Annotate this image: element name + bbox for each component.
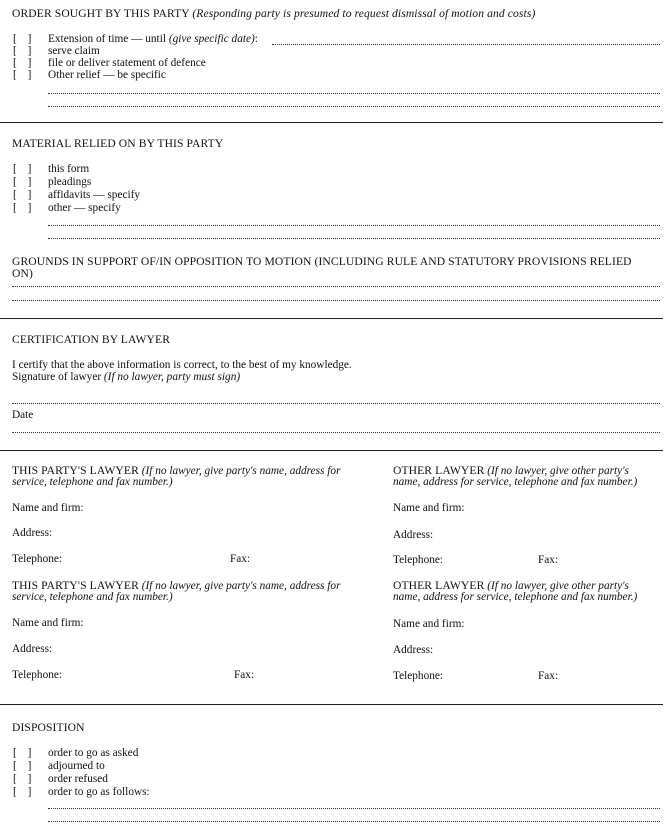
other-lawyer-note-2: name, address for service, telephone and fax number.): [393, 476, 638, 488]
disposition-line-1[interactable]: [48, 808, 660, 809]
checkbox-affidavits[interactable]: [ ]: [13, 189, 36, 201]
disposition-line-2[interactable]: [48, 821, 660, 822]
date-line[interactable]: [12, 432, 660, 433]
other-lawyer-address-label-2: Address:: [393, 644, 434, 656]
material-heading: MATERIAL RELIED ON BY THIS PARTY: [12, 137, 224, 150]
other-lawyer-name-label: Name and firm:: [393, 502, 465, 514]
grounds-line-1[interactable]: [12, 286, 660, 287]
order-item-extension-hint: (give specific date): [168, 33, 255, 45]
this-party-address-label-2: Address:: [12, 643, 53, 655]
this-party-name-label: Name and firm:: [12, 502, 84, 514]
signature-note: (If no lawyer, party must sign): [103, 371, 241, 383]
material-item-other: other — specify: [48, 202, 121, 214]
other-lawyer-note-1: (If no lawyer, give other party's: [487, 465, 629, 477]
this-party-lawyer-note-1-2: (If no lawyer, give party's name, address for: [141, 580, 341, 592]
material-line-1[interactable]: [48, 225, 660, 226]
other-lawyer-fax-label-2: Fax:: [538, 670, 559, 682]
disposition-item-refused: order refused: [48, 773, 108, 785]
disposition-item-adjourned: adjourned to: [48, 760, 105, 772]
other-lawyer-note-2-2: name, address for service, telephone and fax number.): [393, 591, 638, 603]
order-item-extension: [48, 34, 258, 45]
order-sought-note: (Responding party is presumed to request dismissal of motion and costs): [192, 7, 536, 20]
checkbox-go-as-follows[interactable]: [ ]: [13, 786, 36, 798]
this-party-lawyer-note-2: service, telephone and fax number.): [12, 476, 173, 488]
checkbox-adjourned[interactable]: [ ]: [13, 760, 36, 772]
this-party-fax-label: Fax:: [230, 553, 251, 565]
grounds-heading-line-1: GROUNDS IN SUPPORT OF/IN OPPOSITION TO MOTION (INCLUDING RULE AND STATUTORY PROVISIONS RELIED: [12, 255, 632, 268]
other-lawyer-fax-label: Fax:: [538, 554, 559, 566]
signature-label: Signature of lawyer: [12, 371, 102, 383]
date-label: Date: [12, 409, 34, 421]
this-party-address-label: Address:: [12, 527, 53, 539]
material-line-2[interactable]: [48, 238, 660, 239]
other-relief-line-2[interactable]: [48, 106, 660, 107]
disposition-item-go-as-asked: order to go as asked: [48, 747, 139, 759]
certification-statement: I certify that the above information is correct, to the best of my knowledge.: [12, 359, 352, 371]
other-lawyer-title: OTHER LAWYER: [393, 464, 485, 477]
other-lawyer-note-1-2: (If no lawyer, give other party's: [487, 580, 629, 592]
other-lawyer-name-label-2: Name and firm:: [393, 618, 465, 630]
section-divider: [0, 704, 663, 705]
other-relief-line-1[interactable]: [48, 93, 660, 94]
material-item-pleadings: pleadings: [48, 176, 92, 188]
this-party-telephone-label-2: Telephone:: [12, 669, 63, 681]
grounds-line-2[interactable]: [12, 300, 660, 301]
this-party-lawyer-note-1: (If no lawyer, give party's name, address for: [141, 465, 341, 477]
order-item-serve-claim: serve claim: [48, 45, 100, 57]
certification-heading: CERTIFICATION BY LAWYER: [12, 333, 171, 346]
order-item-extension-text: Extension of time — until: [48, 33, 166, 45]
other-lawyer-telephone-label: Telephone:: [393, 554, 444, 566]
extension-date-line[interactable]: [272, 44, 660, 45]
checkbox-go-as-asked[interactable]: [ ]: [13, 747, 36, 759]
checkbox-other-relief[interactable]: [ ]: [13, 69, 36, 81]
checkbox-serve-claim[interactable]: [ ]: [13, 45, 36, 57]
this-party-lawyer-title-2: THIS PARTY'S LAWYER: [12, 579, 139, 592]
checkbox-refused[interactable]: [ ]: [13, 773, 36, 785]
order-sought-title: ORDER SOUGHT BY THIS PARTY: [12, 7, 190, 20]
checkbox-file-defence[interactable]: [ ]: [13, 57, 36, 69]
disposition-item-go-as-follows: order to go as follows:: [48, 786, 150, 798]
this-party-name-label-2: Name and firm:: [12, 617, 84, 629]
grounds-heading-line-2: ON): [12, 267, 33, 280]
order-sought-heading: [12, 8, 535, 20]
material-item-this-form: this form: [48, 163, 90, 175]
section-divider: [0, 450, 663, 451]
disposition-heading: DISPOSITION: [12, 721, 85, 734]
order-item-extension-colon: :: [254, 33, 258, 45]
order-item-other-relief: Other relief — be specific: [48, 69, 166, 81]
checkbox-extension[interactable]: [ ]: [13, 33, 36, 45]
this-party-telephone-label: Telephone:: [12, 553, 63, 565]
other-lawyer-telephone-label-2: Telephone:: [393, 670, 444, 682]
order-item-file-defence: file or deliver statement of defence: [48, 57, 206, 69]
signature-label-row: [12, 372, 240, 383]
other-lawyer-title-2: OTHER LAWYER: [393, 579, 485, 592]
checkbox-this-form[interactable]: [ ]: [13, 163, 36, 175]
this-party-lawyer-title: THIS PARTY'S LAWYER: [12, 464, 139, 477]
signature-line[interactable]: [12, 403, 660, 404]
this-party-fax-label-2: Fax:: [234, 669, 255, 681]
checkbox-pleadings[interactable]: [ ]: [13, 176, 36, 188]
section-divider: [0, 122, 663, 123]
material-item-affidavits: affidavits — specify: [48, 189, 141, 201]
section-divider: [0, 318, 663, 319]
this-party-lawyer-note-2-2: service, telephone and fax number.): [12, 591, 173, 603]
other-lawyer-address-label: Address:: [393, 529, 434, 541]
checkbox-other[interactable]: [ ]: [13, 202, 36, 214]
